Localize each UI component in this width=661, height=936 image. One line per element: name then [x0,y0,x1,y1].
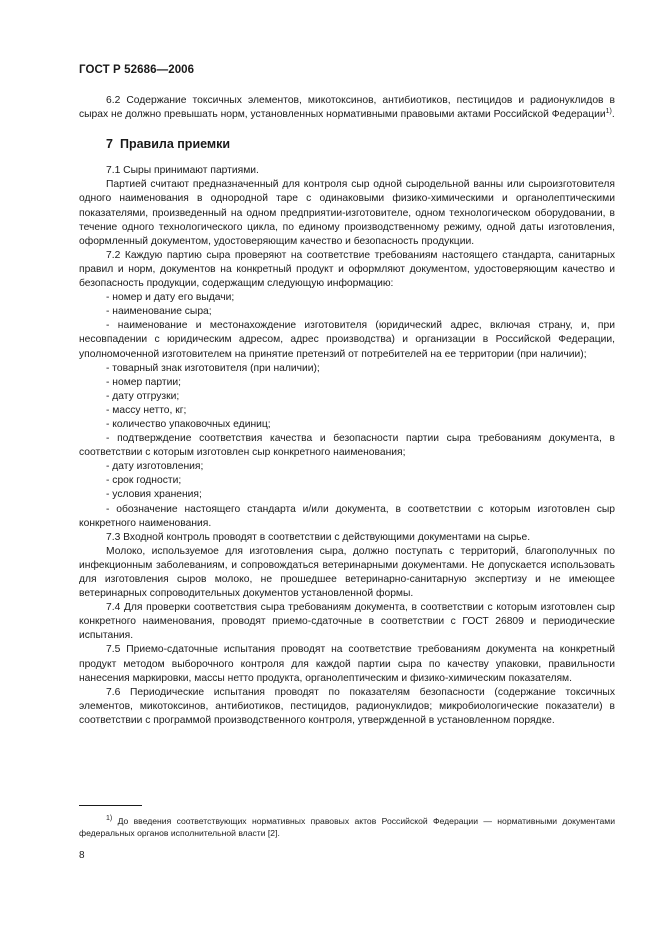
list-item: - условия хранения; [106,489,202,501]
paragraph: 7.1 Сыры принимают партиями. [106,165,259,177]
document-header: ГОСТ Р 52686—2006 [79,64,195,76]
paragraph: 7.6 Периодические испытания проводят по показателям безопасности (содержание токсичных элементов, микотоксинов, антибиотиков, пестицидов, радионуклидов; микробиологические показатели) в соответствии с программой производственного контроля, утвержденной в установленном порядке. [79,686,615,726]
paragraph: 7.4 Для проверки соответствия сыра требованиям документа, в соответствии с которым изготовлен сыр конкретного наименования, проводят приемо-сдаточные в соответствии с ГОСТ 26809 и периодические испытания. [79,602,615,642]
section-number: 7 [106,137,113,152]
list-item: - номер и дату его выдачи; [106,292,235,304]
list-item: - обозначение настоящего стандарта и/или документа, в соответствии с которым изготовлен сыр конкретного наименования. [79,503,615,529]
list-item: - срок годности; [106,475,182,487]
list-item: - дату изготовления; [106,461,204,473]
paragraph: 7.3 Входной контроль проводят в соответствии с действующими документами на сырье. [106,531,531,543]
list-item: - товарный знак изготовителя (при наличии); [106,362,320,374]
page-number: 8 [79,850,85,861]
list-item: - количество упаковочных единиц; [106,418,271,430]
list-item: - наименование и местонахождение изготовителя (юридический адрес, включая страну, и, при несовпадении с юридическим адресом, адрес производства) и организации в Российской Федерации, уполномоченной изготовителем на принятие претензий от потребителей на ее территории (при наличии); [79,320,615,360]
paragraph: 7.2 Каждую партию сыра проверяют на соответствие требованиям настоящего стандарта, санитарных правил и норм, документов на конкретный продукт и оформляют документом, удостоверяющим качество и безопасность продукции, содержащим следующую информацию: [79,249,615,290]
list-item: - подтверждение соответствия качества и безопасности партии сыра требованиям документа, в соответствии с которым изготовлен сыр конкретного наименования; [79,433,615,459]
footnote-divider [79,805,142,806]
footnote-reference: 1) [605,108,612,116]
paragraph: Молоко, используемое для изготовления сыра, должно поступать с территорий, благополучных по инфекционным заболеваниям, и сопровождаться ветеринарными документами. Не допускается использовать для изготовления сыров молоко, не прошедшее ветеринарно-санитарную экспертизу и не имеющее ветеринарных сопроводительных документов установленной формы. [79,545,615,600]
list-item: - наименование сыра; [106,306,212,318]
footnote-mark: 1) [106,815,113,822]
footnote: $^{1)}$ До введения соответствующих нормативных правовых актов Российской Федерации — нормативными документами федеральных органов исполнительной власти [2]. [79,815,615,838]
list-item: - номер партии; [106,376,181,388]
paragraph: 7.5 Приемо-сдаточные испытания проводят на соответствие требованиям документа на конкретный продукт методом выборочного контроля для каждой партии сыра по качеству упаковки, правильности нанесения маркировки, массы нетто продукта, органолептическим и физико-химическим показателям. [79,644,615,684]
section-title: Правила приемки [119,137,231,152]
section-heading [79,137,615,151]
paragraph: Партией считают предназначенный для контроля сыр одной сыродельной ванны или сыроизготовителя одного наименования в однородной таре с одинаковыми физико-химическими и органолептическими показателями, произведенный на одном предприятии-изготовителе, одном технологическом оборудовании, в течение одного технологического цикла, по единому производственному режиму, одной даты изготовления, оформленный документом, удостоверяющим качество и безопасность продукции. [79,179,615,247]
list-item: - массу нетто, кг; [106,404,187,416]
document-body [79,94,615,728]
paragraph-6-2: 6.2 Содержание токсичных элементов, микотоксинов, антибиотиков, пестицидов и радионуклидов в сырах не должно превышать норм, установленных нормативными правовыми актами Российской Федерации$^{1)}$. [79,95,615,121]
list-item: - дату отгрузки; [106,390,180,402]
